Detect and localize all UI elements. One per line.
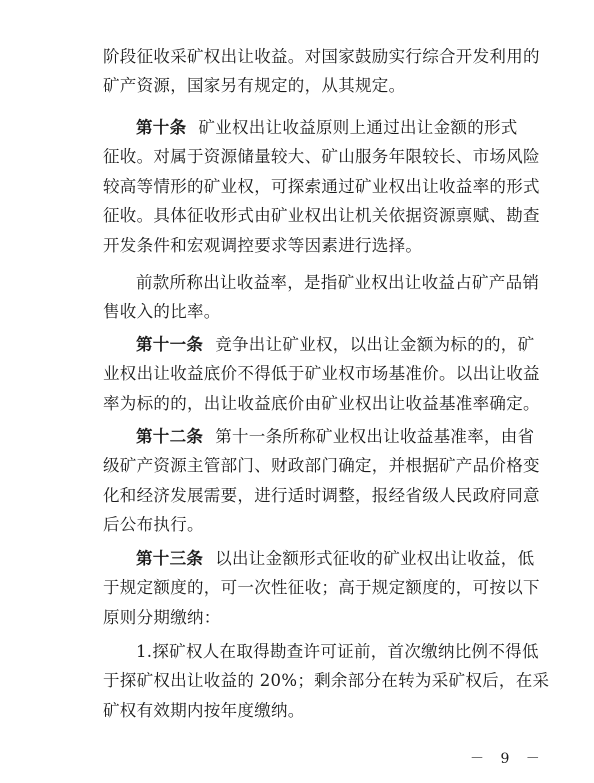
text-line: 售收入的比率。: [103, 302, 221, 322]
text-span: 矿业权出让收益原则上通过出让金额的形式: [198, 118, 518, 137]
article-first-line: [103, 330, 535, 359]
text-line: 化和经济发展需要，进行适时调整，报经省级人民政府同意: [103, 485, 540, 505]
article-first-line: [103, 422, 535, 451]
article-heading: 第十二条: [136, 427, 204, 446]
text-line: 征收。具体征收形式由矿业权出让机关依据资源禀赋、勘查: [103, 206, 540, 226]
article-heading: 第十条: [136, 118, 187, 137]
text-line: 后公布执行。: [103, 515, 204, 535]
text-line: 征收。对属于资源储量较大、矿山服务年限较长、市场风险: [103, 147, 540, 167]
article-heading: 第十一条: [136, 335, 204, 354]
article-first-line: [103, 113, 523, 142]
text-span: 以出让金额形式征收的矿业权出让收益，低: [215, 549, 535, 568]
text-line: 阶段征收采矿权出让收益。对国家鼓励实行综合开发利用的: [103, 47, 540, 66]
paragraph-definition: [103, 268, 540, 327]
text-line: 前款所称出让收益率，是指矿业权出让收益占矿产品销: [136, 273, 540, 292]
text-line: 于规定额度的，可一次性征收；高于规定额度的，可按以下: [103, 578, 540, 598]
page-number: － 9 －: [470, 751, 546, 767]
text-line: 矿产资源，国家另有规定的，从其规定。: [103, 76, 406, 96]
paragraph-continuation: [103, 42, 540, 101]
article-first-line: [103, 544, 535, 573]
article-10: [103, 113, 540, 260]
article-13: [103, 544, 540, 632]
list-item-1: [103, 637, 550, 725]
text-line: 级矿产资源主管部门、财政部门确定，并根据矿产品价格变: [103, 456, 540, 476]
text-span: 第十一条所称矿业权出让收益基准率，由省: [215, 427, 535, 446]
text-line: 原则分期缴纳：: [103, 607, 221, 627]
text-line: 率为标的的，出让收益底价由矿业权出让收益基准率确定。: [103, 393, 540, 413]
text-line: 业权出让收益底价不得低于矿业权市场基准价。以出让收益: [103, 364, 540, 384]
text-line: 开发条件和宏观调控要求等因素进行选择。: [103, 235, 423, 255]
text-span: 竞争出让矿业权，以出让金额为标的的，矿: [215, 335, 535, 354]
text-line: 较高等情形的矿业权，可探索通过矿业权出让收益率的形式: [103, 176, 540, 196]
text-line: 1.探矿权人在取得勘查许可证前，首次缴纳比例不得低: [136, 642, 539, 661]
text-line: 于探矿权出让收益的 20%；剩余部分在转为采矿权后，在采: [103, 671, 550, 691]
article-12: [103, 422, 540, 540]
article-11: [103, 330, 540, 418]
text-line: 矿权有效期内按年度缴纳。: [103, 700, 305, 720]
article-heading: 第十三条: [136, 549, 204, 568]
